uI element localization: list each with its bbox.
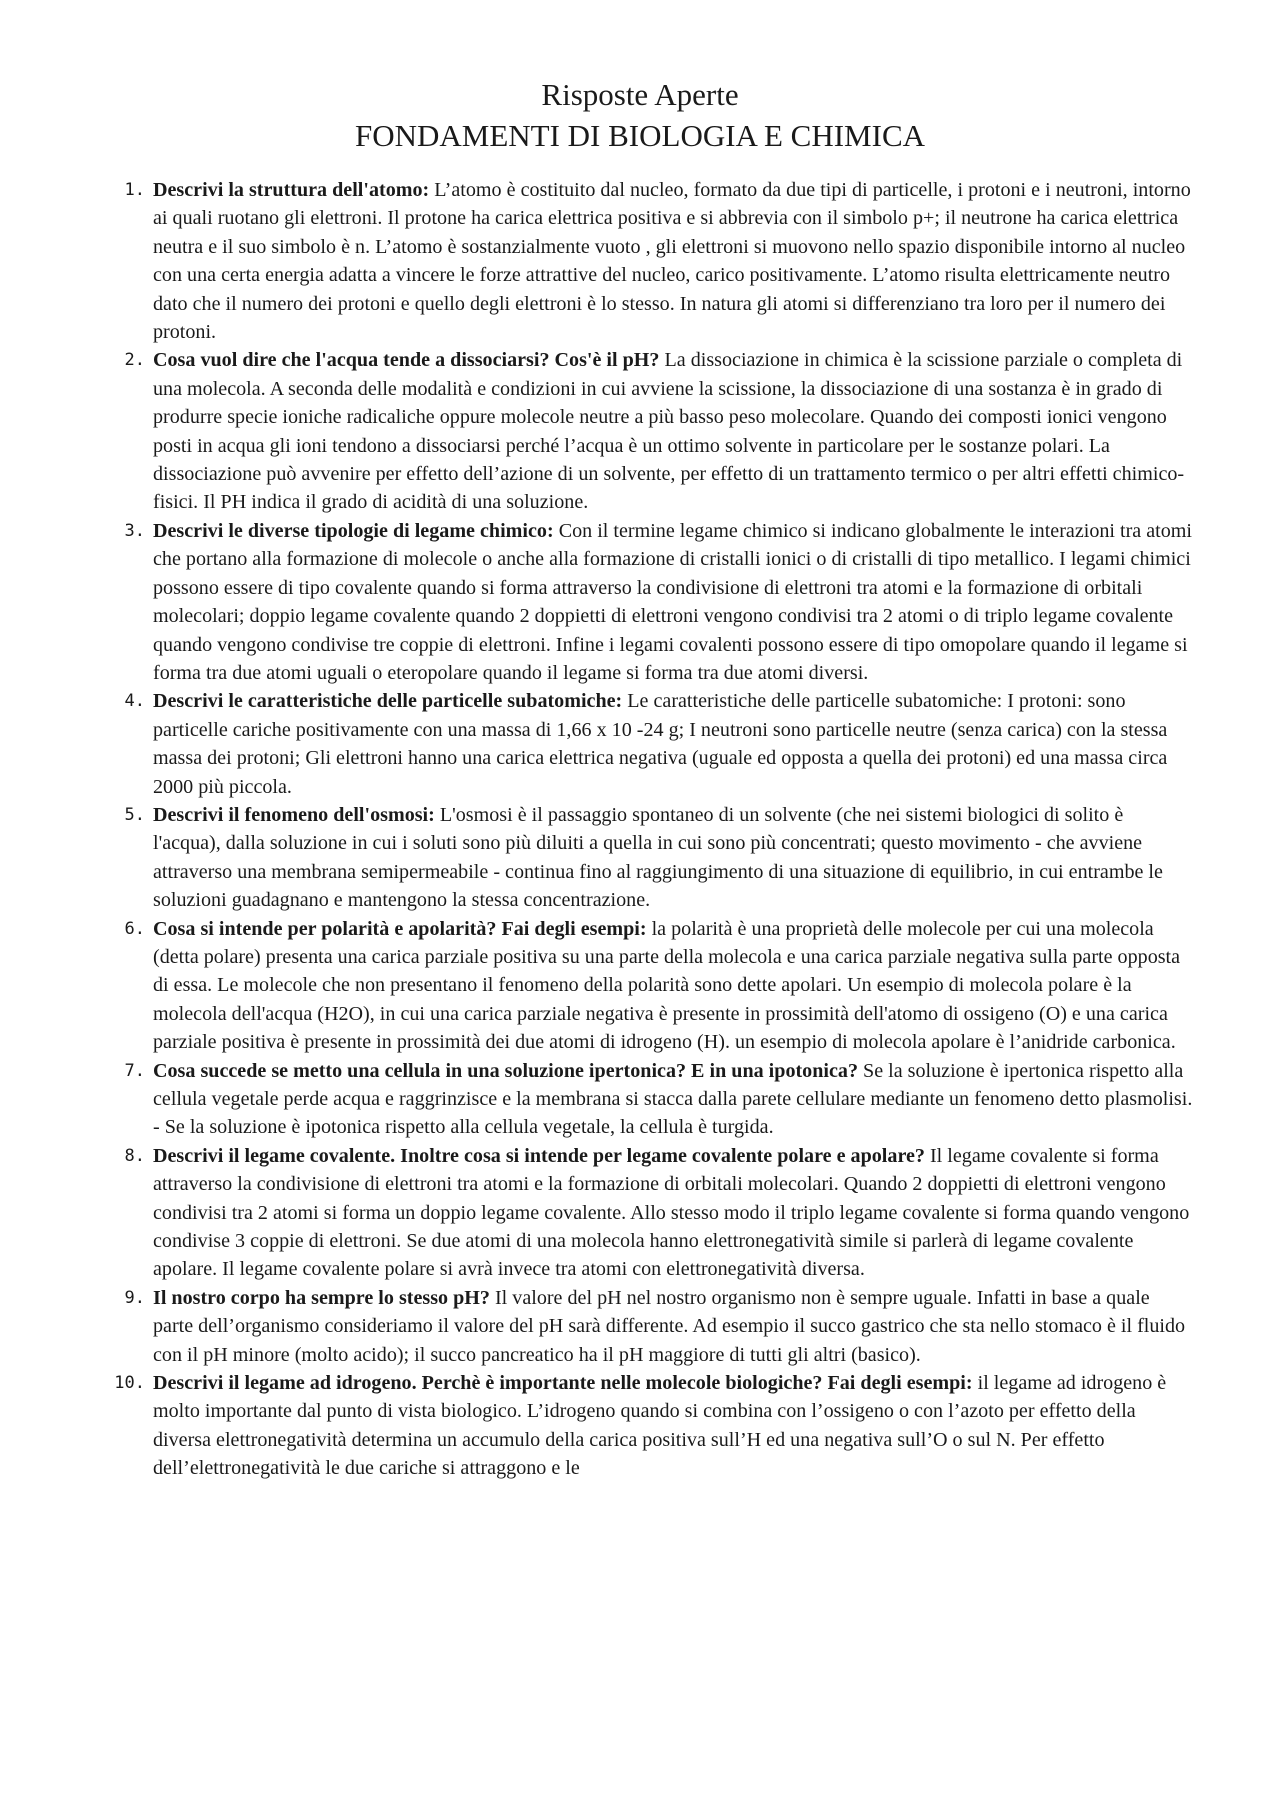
item-number: 3. [124,520,145,541]
item-answer: la polarità è una proprietà delle molecole per cui una molecola (detta polare) presenta una carica parziale positiva su una parte della molecola e una carica parziale negativa sulla parte opposta di essa. Le molecole che non presentano il fenomeno della polarità sono dette apolari. Un esempio di molecola polare è la molecola dell'acqua (H2O), in cui una carica parziale negativa è presente in prossimità dell'atomo di ossigeno (O) e una carica parziale positiva è presente in prossimità dei due atomi di idrogeno (H). un esempio di molecola apolare è l’anidride carbonica. [153,917,1181,1054]
item-question: Descrivi il legame covalente. Inoltre cosa si intende per legame covalente polare e apolare? [153,1144,925,1167]
item-number: 10. [114,1373,145,1394]
item-answer: Le caratteristiche delle particelle subatomiche: I protoni: sono particelle cariche positivamente con una massa di 1,66 x 10 -24 g; I neutroni sono particelle neutre (senza carica) con la stessa massa dei protoni; Gli elettroni hanno una carica elettrica negativa (uguale ed opposta a quella dei protoni) ed una massa circa 2000 più piccola. [153,690,1168,798]
qa-list [0,176,1280,1483]
item-answer: L'osmosi è il passaggio spontaneo di un solvente (che nei sistemi biologici di solito è l'acqua), dalla soluzione in cui i soluti sono più diluiti a quella in cui sono più concentrati; questo movimento - che avviene attraverso una membrana semipermeabile - continua fino al raggiungimento di una situazione di equilibrio, in cui entrambe le soluzioni guadagnano e mantengono la stessa concentrazione. [153,803,1163,912]
item-answer: Con il termine legame chimico si indicano globalmente le interazioni tra atomi che portano alla formazione di molecole o anche alla formazione di cristalli ionici o di cristalli di tipo metallico. I legami chimici possono essere di tipo covalente quando si forma attraverso la condivisione di elettroni tra atomi e la formazione di orbitali molecolari; doppio legame covalente quando 2 doppietti di elettroni vengono condivisi tra 2 atomi o di triplo legame covalente quando vengono condivise tre coppie di elettroni. Infine i legami covalenti possono essere di tipo omopolare quando il legame si forma tra due atomi uguali o eteropolare quando il legame si forma tra due atomi diversi. [153,519,1193,684]
item-answer: L’atomo è costituito dal nucleo, formato da due tipi di particelle, i protoni e i neutroni, intorno ai quali ruotano gli elettroni. Il protone ha carica elettrica positiva e si abbrevia con il simbolo p+; il neutrone ha carica elettrica neutra e il suo simbolo è n. L’atomo è sostanzialmente vuoto , gli elettroni si muovono nello spazio disponibile intorno al nucleo con una certa energia adatta a vincere le forze attrattive del nucleo, carico positivamente. L’atomo risulta elettricamente neutro dato che il numero dei protoni e quello degli elettroni è lo stesso. In natura gli atomi si differenziano tra loro per il numero dei protoni. [153,179,1191,344]
qa-item-5 [0,801,1280,915]
item-question: Descrivi il fenomeno dell'osmosi: [153,803,435,826]
item-number: 8. [124,1145,145,1166]
item-number: 7. [124,1060,145,1081]
qa-item-2 [0,346,1280,516]
item-question: Descrivi la struttura dell'atomo: [153,179,430,201]
item-number: 6. [124,918,145,939]
item-answer: Il legame covalente si forma attraverso la condivisione di elettroni tra atomi e la formazione di orbitali molecolari. Quando 2 doppietti di elettroni vengono condivisi tra 2 atomi si forma un doppio legame covalente. Allo stesso modo il triplo legame covalente si forma quando vengono condivise 3 coppie di elettroni. Se due atomi di una molecola hanno elettronegatività simile si parlerà di legame covalente apolare. Il legame covalente polare si avrà invece tra atomi con elettronegatività diversa. [153,1144,1190,1281]
item-number: 2. [124,350,145,371]
qa-item-8 [0,1142,1280,1284]
item-question: Descrivi le caratteristiche delle particelle subatomiche: [153,690,623,713]
item-question: Il nostro corpo ha sempre lo stesso pH? [153,1286,490,1309]
item-answer: La dissociazione in chimica è la scissione parziale o completa di una molecola. A seconda delle modalità e condizioni in cui avviene la scissione, la dissociazione di una sostanza è in grado di produrre specie ioniche radicaliche oppure molecole neutre a più basso peso molecolare. Quando dei composti ionici vengono posti in acqua gli ioni tendono a dissociarsi perché l’acqua è un ottimo solvente in particolare per le sostanze polari. La dissociazione può avvenire per effetto dell’azione di un solvente, per effetto di un trattamento termico o per altri effetti chimico-fisici. Il PH indica il grado di acidità di una soluzione. [153,349,1185,514]
item-question: Cosa succede se metto una cellula in una soluzione ipertonica? E in una ipotonica? [153,1059,858,1082]
document-title: Risposte Aperte [541,77,739,112]
item-question: Descrivi le diverse tipologie di legame chimico: [153,519,554,542]
item-number: 9. [124,1287,145,1308]
item-question: Cosa vuol dire che l'acqua tende a dissociarsi? Cos'è il pH? [153,349,660,372]
qa-item-7 [0,1057,1280,1142]
item-answer: Se la soluzione è ipertonica rispetto alla cellula vegetale perde acqua e raggrinzisce e la membrana si stacca dalla parete cellulare mediante un fenomeno detto plasmolisi. - Se la soluzione è ipotonica rispetto alla cellula vegetale, la cellula è turgida. [153,1059,1193,1139]
item-answer: il legame ad idrogeno è molto importante dal punto di vista biologico. L’idrogeno quando si combina con l’ossigeno o con l’azoto per effetto della diversa elettronegatività determina un accumulo della carica positiva sull’H ed una negativa sull’O o sul N. Per effetto dell’elettronegatività le due cariche si attraggono e le [153,1372,1167,1480]
item-number: 1. [124,180,145,200]
item-question: Cosa si intende per polarità e apolarità? Fai degli esempi: [153,917,647,940]
document-subtitle: FONDAMENTI DI BIOLOGIA E CHIMICA [354,118,926,153]
qa-item-4 [0,687,1280,801]
item-number: 4. [124,691,145,712]
item-answer: Il valore del pH nel nostro organismo non è sempre uguale. Infatti in base a quale parte dell’organismo consideriamo il valore del pH sarà differente. Ad esempio il succo gastrico che sta nello stomaco è il fluido con il pH minore (molto acido); il succo pancreatico ha il pH maggiore di tutti gli altri (basico). [153,1286,1186,1366]
qa-item-9 [0,1284,1280,1369]
qa-item-10 [0,1369,1280,1483]
qa-item-1 [0,176,1280,346]
item-number: 5. [124,804,145,825]
item-question: Descrivi il legame ad idrogeno. Perchè è importante nelle molecole biologiche? Fai degli esempi: [153,1372,973,1395]
qa-item-6 [0,915,1280,1057]
title-block [0,74,1280,156]
qa-item-3 [0,517,1280,687]
